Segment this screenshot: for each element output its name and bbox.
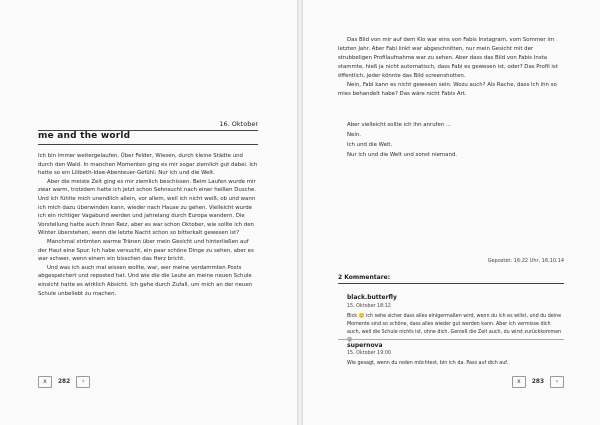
posted-timestamp: Gepostet: 16:22 Uhr, 16.10.14 [487, 258, 564, 264]
continued-text [338, 36, 564, 99]
comment-text: Wie gesagt, wenn du reden möchtest, bin ich da. Pass auf dich auf. [347, 361, 509, 366]
left-page [0, 0, 297, 425]
paragraph: Nein, Fabi kann es nicht gewesen sein. Wozu auch? Als Rache, dass ich ihn so mies behandelt habe? Das wäre nicht Fabis Art. [338, 82, 557, 97]
paragraph: Das Bild von mir auf dem Klo war eins von Fabis Instagram, vom Sommer im letzten Jahr. Aber Fabi linkt war abgeschnitten, nur mein Gesicht mit der strubbeligen Profilaufnahme war zu sehen. Aber dass das Bild von Fabis Insta stammte, hieß ja nicht automatisch, dass Fabi es gewesen ist, oder? Das Profil ist öffentlich, jeder könnte das Bild screenshotten. [338, 37, 558, 79]
comment-date: 15. Oktober 19:00 [347, 351, 391, 356]
right-page [303, 0, 600, 425]
post-body [38, 152, 258, 298]
comments-divider [338, 283, 564, 284]
paragraph: Und was ich auch mal wissen wollte, war, wer meine verdammten Posts abgespeichert und reposted hat. Und wie die die Leute an meine neuen Schule einsicht hatte es wirklich Absicht. Ich gehe durch Zufall, um mich an der neuen Schule unbeliebt zu machen. [38, 264, 253, 297]
prev-page-button[interactable]: ‹ [76, 376, 90, 388]
comment-date: 15. Oktober 18:12 [347, 304, 391, 309]
text-line: Nur ich und die Welt und sonst niemand. [347, 152, 458, 158]
post-date: 16. Oktober [219, 120, 258, 128]
paragraph: Manchmal strömten warme Tränen über mein Gesicht und hinterließen auf der Haut eine Spur. Ich habe versucht, ein paar schöne Dinge zu sehen, aber es war schwer, wenn einem ein bisschen das Herz bricht. [38, 238, 254, 263]
comment-text: Bick 🙂 ich sehe sicher dass alles einigermaßen wird, wenn du ich es willst, und du deine Momente sind so schöne, dass alles wieder gut werden kann. Aber ich vermisse dich auch, weil die Schule nichts ist, ohne dich. Genieß die Zeit auch, du wirst zurückkommen 😊 [347, 314, 562, 343]
page-number: 282 [58, 379, 71, 385]
close-button[interactable]: x [512, 376, 526, 388]
post-heading: me and the world [38, 131, 131, 141]
text-line: Nein. [347, 132, 361, 138]
next-page-button[interactable]: › [550, 376, 564, 388]
text-line: Aber vielleicht sollte ich ihn anrufen … [347, 122, 452, 128]
comments-title: 2 Kommentare: [338, 274, 391, 281]
comment-username[interactable]: black.butterfly [347, 294, 397, 301]
heading-divider [38, 144, 258, 145]
close-button[interactable]: x [38, 376, 52, 388]
comment-username[interactable]: supernova [347, 342, 383, 349]
paragraph: Ich bin immer weitergelaufen. Über Felder, Wiesen, durch kleine Städte und durch den Wald. In manchen Momenten ging es mir sogar ziemlich gut dabei. Ich hatte so ein Lilibeth-Idee-Abenteuer-Gefühl: Nur ich und die Welt. [38, 153, 258, 177]
left-pager [38, 376, 90, 388]
paragraph: Aber die meiste Zeit ging es mir ziemlich beschissen. Beim Laufen wurde mir zwar warm, trotzdem hatte ich jetzt schon Sehnsucht nach einer heißen Dusche. Und ich fühlte mich unendlich allein, vor allem, weil ich nicht weiß, ob und wann ich mich dazu überwinden kann, wieder nach Hause zu gehen. Vielleicht wurde ich ein richtiger Vagabund werden und jahrelang durch Europa wandern. Die Vorstellung hatte auch ihren Reiz, aber es war schon Oktober, wie sollte ich den Winter überstehen, wenn die letzte Nacht schon so bitterkalt gewesen ist? [38, 178, 257, 237]
text-line: Ich und die Welt. [347, 142, 393, 148]
comment-divider [338, 339, 564, 340]
right-pager [512, 376, 564, 388]
page-number: 283 [531, 379, 544, 385]
